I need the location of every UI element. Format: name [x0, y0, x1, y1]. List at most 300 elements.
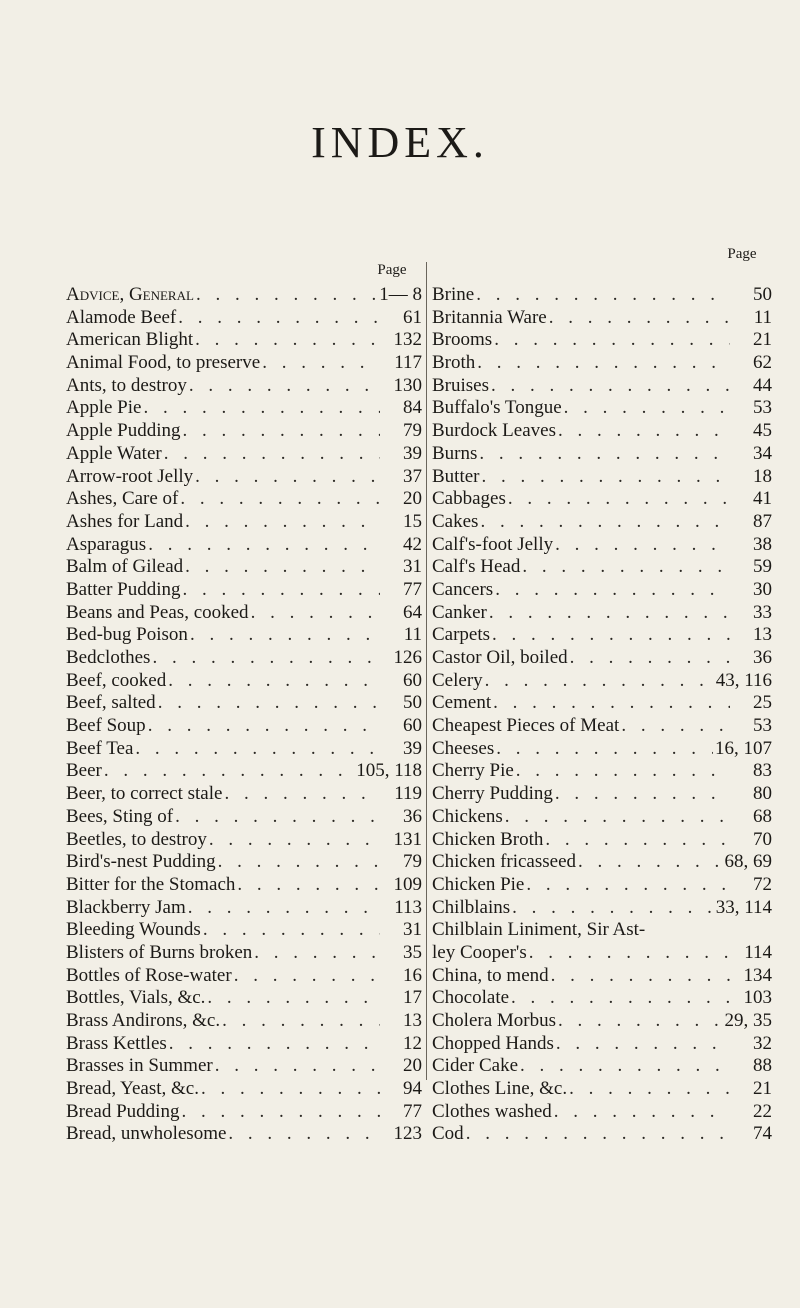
- dot-leader: [218, 851, 380, 874]
- index-entry: [66, 874, 422, 897]
- index-entry: [66, 534, 422, 557]
- index-entry: [66, 420, 422, 443]
- entry-page: 109: [393, 873, 422, 895]
- index-entry: [66, 556, 422, 579]
- entry-page: 94: [403, 1078, 422, 1100]
- index-entry: [66, 1123, 422, 1146]
- index-entry: [432, 738, 772, 761]
- dot-leader: [545, 829, 730, 852]
- entry-page: 12: [403, 1032, 422, 1054]
- entry-page: 50: [403, 692, 422, 714]
- dot-leader: [558, 1010, 722, 1033]
- index-entry: [432, 488, 772, 511]
- entry-page: 117: [394, 352, 422, 374]
- entry-term: Beef, salted: [66, 692, 156, 714]
- entry-term: Cement: [432, 692, 492, 714]
- index-list-left: [66, 284, 422, 1146]
- dot-leader: [482, 466, 731, 489]
- entry-page: 25: [753, 692, 772, 714]
- index-entry: [66, 375, 422, 398]
- index-entry: [66, 670, 422, 693]
- entry-term: Alamode Beef: [66, 306, 177, 328]
- index-entry: [66, 987, 422, 1010]
- entry-page: 62: [753, 352, 772, 374]
- index-entry: [66, 511, 422, 534]
- entry-term: Brass Kettles: [66, 1032, 167, 1054]
- index-entry: [432, 987, 772, 1010]
- entry-term: Chickens: [432, 805, 503, 827]
- dot-leader: [178, 307, 380, 330]
- index-entry: [432, 352, 772, 375]
- index-entry: [432, 715, 772, 738]
- index-entry: [432, 897, 772, 920]
- index-entry: [66, 760, 422, 783]
- entry-page: 68, 69: [724, 851, 772, 873]
- entry-page: 33: [753, 601, 772, 623]
- index-entry: [66, 1078, 422, 1101]
- dot-leader: [512, 897, 714, 920]
- index-entry: [432, 466, 772, 489]
- entry-term: Arrow-root Jelly: [66, 465, 194, 487]
- entry-term: Beans and Peas, cooked: [66, 601, 249, 623]
- index-entry: [66, 1033, 422, 1056]
- index-entry: [66, 466, 422, 489]
- index-entry: [432, 397, 772, 420]
- dot-leader: [183, 420, 380, 443]
- index-entry: [432, 919, 772, 942]
- entry-term: Chilblains: [432, 896, 511, 918]
- index-entry: [432, 965, 772, 988]
- column-divider: [426, 262, 427, 1080]
- dot-leader: [164, 443, 380, 466]
- entry-term: Carpets: [432, 624, 491, 646]
- index-entry: [66, 397, 422, 420]
- dot-leader: [551, 965, 730, 988]
- index-entry: [432, 284, 772, 307]
- entry-page: 42: [403, 533, 422, 555]
- entry-term: Bruises: [432, 374, 489, 396]
- dot-leader: [175, 806, 380, 829]
- dot-leader: [180, 488, 380, 511]
- dot-leader: [569, 1078, 730, 1101]
- entry-page: 84: [403, 397, 422, 419]
- dot-leader: [466, 1123, 730, 1146]
- entry-page: 16: [403, 964, 422, 986]
- dot-leader: [251, 602, 380, 625]
- dot-leader: [234, 965, 380, 988]
- entry-term: Cod: [432, 1123, 464, 1145]
- index-entry: [432, 1078, 772, 1101]
- entry-page: 36: [753, 647, 772, 668]
- dot-leader: [148, 715, 380, 738]
- dot-leader: [203, 919, 380, 942]
- entry-term: Canker: [432, 601, 487, 623]
- entry-term: Bird's-nest Pudding: [66, 851, 216, 873]
- dot-leader: [254, 942, 380, 965]
- entry-page: 17: [403, 987, 422, 1009]
- entry-term: Beetles, to destroy: [66, 828, 207, 850]
- dot-leader: [554, 1101, 730, 1124]
- entry-term: Celery: [432, 669, 483, 691]
- dot-leader: [158, 692, 380, 715]
- entry-page: 61: [403, 306, 422, 328]
- entry-term: Calf's Head: [432, 556, 521, 578]
- entry-term: Bread, unwholesome: [66, 1123, 227, 1145]
- entry-term: Calf's-foot Jelly: [432, 533, 554, 555]
- entry-page: 22: [753, 1100, 772, 1122]
- dot-leader: [529, 942, 730, 965]
- entry-page: 37: [403, 465, 422, 487]
- entry-term: Brass Andirons, &c.: [66, 1010, 221, 1031]
- entry-term: Apple Pie: [66, 397, 142, 419]
- index-entry: [66, 738, 422, 761]
- entry-term: Chicken Broth: [432, 828, 544, 850]
- index-entry: [66, 602, 422, 625]
- index-entry: [432, 1123, 772, 1146]
- dot-leader: [479, 443, 730, 466]
- entry-page: 29, 35: [724, 1010, 772, 1031]
- dot-leader: [520, 1055, 730, 1078]
- entry-term: Bottles of Rose-water: [66, 964, 232, 986]
- entry-page: 60: [403, 669, 422, 691]
- entry-term: Bread Pudding: [66, 1100, 180, 1122]
- entry-term: Burns: [432, 442, 478, 464]
- dot-leader: [228, 1123, 380, 1146]
- entry-term: Broth: [432, 352, 476, 374]
- index-entry: [66, 307, 422, 330]
- entry-page: 132: [393, 329, 422, 351]
- dot-leader: [558, 420, 730, 443]
- entry-term: Cheapest Pieces of Meat: [432, 715, 620, 737]
- entry-term: Chilblain Liniment, Sir Ast-: [432, 919, 646, 941]
- dot-leader: [104, 760, 354, 783]
- index-entry: [432, 420, 772, 443]
- index-entry: [432, 1055, 772, 1078]
- entry-term: Batter Pudding: [66, 578, 181, 600]
- index-entry: [66, 647, 422, 670]
- entry-page: 64: [403, 601, 422, 623]
- entry-term: Clothes washed: [432, 1100, 552, 1122]
- dot-leader: [495, 579, 730, 602]
- index-entry: [432, 942, 772, 965]
- index-entry: [432, 602, 772, 625]
- entry-term: China, to mend: [432, 964, 549, 986]
- entry-page: 74: [753, 1123, 772, 1145]
- dot-leader: [190, 624, 380, 647]
- entry-page: 33, 114: [715, 896, 772, 918]
- entry-term: Ashes for Land: [66, 510, 184, 532]
- index-entry: [66, 1101, 422, 1124]
- entry-term: Apple Water: [66, 442, 162, 464]
- entry-term: Chopped Hands: [432, 1032, 554, 1054]
- entry-term: Clothes Line, &c.: [432, 1078, 568, 1100]
- entry-page: 83: [753, 760, 772, 782]
- dot-leader: [262, 352, 380, 375]
- index-entry: [66, 829, 422, 852]
- entry-page: 60: [403, 715, 422, 737]
- dot-leader: [195, 329, 380, 352]
- entry-page: 79: [403, 851, 422, 873]
- entry-page: 31: [403, 556, 422, 578]
- entry-page: 130: [393, 374, 422, 396]
- entry-term: Castor Oil, boiled: [432, 647, 568, 668]
- entry-page: 38: [753, 533, 772, 555]
- dot-leader: [148, 534, 380, 557]
- entry-page: 31: [403, 919, 422, 941]
- index-entry: [66, 284, 422, 307]
- entry-term: Chicken Pie: [432, 873, 525, 895]
- dot-leader: [181, 1101, 380, 1124]
- index-entry: [432, 1033, 772, 1056]
- dot-leader: [522, 556, 730, 579]
- entry-page: 87: [753, 510, 772, 532]
- entry-page: 70: [753, 828, 772, 850]
- entry-term: Blackberry Jam: [66, 896, 186, 918]
- index-entry: [66, 488, 422, 511]
- entry-page: 34: [753, 442, 772, 464]
- entry-page: 77: [403, 1100, 422, 1122]
- entry-page: 41: [753, 488, 772, 510]
- entry-page: 30: [753, 578, 772, 600]
- index-entry: [66, 942, 422, 965]
- dot-leader: [556, 1033, 730, 1056]
- index-entry: [432, 329, 772, 352]
- entry-page: 72: [753, 873, 772, 895]
- dot-leader: [480, 511, 730, 534]
- entry-page: 119: [394, 783, 422, 805]
- entry-page: 88: [753, 1055, 772, 1077]
- dot-leader: [621, 715, 730, 738]
- dot-leader: [135, 738, 380, 761]
- dot-leader: [491, 375, 730, 398]
- entry-term: Bitter for the Stomach: [66, 873, 236, 895]
- dot-leader: [237, 874, 380, 897]
- index-entry: [432, 670, 772, 693]
- dot-leader: [570, 647, 730, 670]
- entry-page: 18: [753, 465, 772, 487]
- entry-page: 45: [753, 420, 772, 442]
- dot-leader: [207, 987, 380, 1010]
- entry-term: Bedclothes: [66, 647, 151, 668]
- entry-page: 105, 118: [356, 760, 422, 782]
- index-entry: [432, 534, 772, 557]
- dot-leader: [476, 284, 730, 307]
- dot-leader: [195, 466, 380, 489]
- dot-leader: [549, 307, 730, 330]
- entry-page: 11: [403, 624, 422, 646]
- entry-page: 1— 8: [379, 284, 422, 305]
- dot-leader: [578, 851, 722, 874]
- index-entry: [432, 829, 772, 852]
- entry-page: 114: [744, 941, 772, 963]
- dot-leader: [224, 783, 380, 806]
- entry-page: 35: [403, 941, 422, 963]
- entry-term: Bleeding Wounds: [66, 919, 201, 941]
- entry-page: 44: [753, 374, 772, 396]
- entry-term: Beef Tea: [66, 737, 134, 759]
- dot-leader: [209, 829, 380, 852]
- dot-leader: [564, 397, 730, 420]
- entry-term: ley Cooper's: [432, 941, 527, 963]
- index-entry: [432, 624, 772, 647]
- page-column-header: Page: [377, 262, 407, 278]
- entry-term: Cherry Pie: [432, 760, 514, 782]
- index-entry: [66, 579, 422, 602]
- entry-term: Bottles, Vials, &c.: [66, 987, 206, 1009]
- index-entry: [66, 329, 422, 352]
- entry-term: Buffalo's Tongue: [432, 397, 562, 419]
- entry-page: 16, 107: [715, 737, 772, 759]
- index-entry: [432, 874, 772, 897]
- entry-term: Bread, Yeast, &c.: [66, 1078, 199, 1100]
- dot-leader: [485, 670, 714, 693]
- entry-term: Blisters of Burns broken: [66, 941, 253, 963]
- entry-page: 11: [753, 306, 772, 328]
- entry-term: Apple Pudding: [66, 420, 181, 442]
- entry-term: Cider Cake: [432, 1055, 519, 1077]
- index-entry: [432, 783, 772, 806]
- dot-leader: [169, 1033, 380, 1056]
- entry-page: 79: [403, 420, 422, 442]
- entry-term: Bed-bug Poison: [66, 624, 188, 646]
- dot-leader: [492, 624, 730, 647]
- index-entry: [432, 1101, 772, 1124]
- index-entry: [432, 760, 772, 783]
- entry-term: Ants, to destroy: [66, 374, 187, 396]
- entry-page: 50: [753, 284, 772, 305]
- dot-leader: [555, 783, 730, 806]
- dot-leader: [185, 556, 380, 579]
- dot-leader: [222, 1010, 380, 1033]
- entry-page: 36: [403, 805, 422, 827]
- entry-term: Balm of Gilead: [66, 556, 184, 578]
- entry-term: Butter: [432, 465, 480, 487]
- index-list-right: [432, 284, 772, 1146]
- entry-term: Chicken fricasseed: [432, 851, 577, 873]
- index-entry: [432, 307, 772, 330]
- index-entry: [66, 443, 422, 466]
- entry-term: Cabbages: [432, 488, 506, 510]
- entry-term: Cheeses: [432, 737, 495, 759]
- index-entry: [66, 783, 422, 806]
- entry-term: Chocolate: [432, 987, 510, 1009]
- dot-leader: [196, 284, 377, 307]
- entry-page: 126: [393, 647, 422, 668]
- index-entry: [432, 851, 772, 874]
- entry-term: Cakes: [432, 510, 479, 532]
- index-entry: [432, 375, 772, 398]
- index-entry: [66, 352, 422, 375]
- dot-leader: [516, 760, 730, 783]
- dot-leader: [152, 647, 380, 670]
- entry-page: 39: [403, 442, 422, 464]
- index-entry: [66, 715, 422, 738]
- entry-page: 13: [753, 624, 772, 646]
- dot-leader: [555, 534, 730, 557]
- entry-page: 20: [403, 488, 422, 510]
- index-entry: [66, 919, 422, 942]
- dot-leader: [183, 579, 380, 602]
- index-entry: [432, 692, 772, 715]
- index-entry: [66, 692, 422, 715]
- index-entry: [66, 851, 422, 874]
- entry-term: Beer, to correct stale: [66, 783, 223, 805]
- dot-leader: [185, 511, 380, 534]
- index-entry: [432, 443, 772, 466]
- dot-leader: [496, 738, 713, 761]
- entry-term: Cancers: [432, 578, 494, 600]
- entry-page: 39: [403, 737, 422, 759]
- dot-leader: [505, 806, 730, 829]
- dot-leader: [168, 670, 380, 693]
- entry-page: 59: [753, 556, 772, 578]
- dot-leader: [477, 352, 730, 375]
- dot-leader: [189, 375, 380, 398]
- entry-term: Animal Food, to preserve: [66, 352, 261, 374]
- index-entry: [66, 965, 422, 988]
- index-entry: [66, 806, 422, 829]
- dot-leader: [188, 897, 380, 920]
- dot-leader: [143, 397, 380, 420]
- entry-term: Cholera Morbus: [432, 1010, 557, 1031]
- entry-page: 123: [393, 1123, 422, 1145]
- dot-leader: [493, 692, 730, 715]
- entry-page: 43, 116: [715, 669, 772, 691]
- index-entry: [66, 897, 422, 920]
- entry-page: 21: [753, 329, 772, 351]
- index-entry: [432, 806, 772, 829]
- entry-page: 53: [753, 715, 772, 737]
- entry-page: 80: [753, 783, 772, 805]
- index-entry: [432, 1010, 772, 1033]
- index-entry: [432, 511, 772, 534]
- entry-page: 21: [753, 1078, 772, 1100]
- entry-page: 13: [403, 1010, 422, 1031]
- dot-leader: [489, 602, 730, 625]
- index-entry: [66, 1010, 422, 1033]
- entry-page: 77: [403, 578, 422, 600]
- entry-page: 20: [403, 1055, 422, 1077]
- entry-term: Brooms: [432, 329, 493, 351]
- entry-term: Beef Soup: [66, 715, 146, 737]
- entry-term: Beer: [66, 760, 102, 782]
- index-entry: [66, 1055, 422, 1078]
- dot-leader: [508, 488, 730, 511]
- dot-leader: [201, 1078, 380, 1101]
- entry-page: 53: [753, 397, 772, 419]
- dot-leader: [215, 1055, 380, 1078]
- entry-term: Advice, General: [66, 284, 194, 305]
- index-entry: [432, 579, 772, 602]
- entry-page: 32: [753, 1032, 772, 1054]
- entry-term: Britannia Ware: [432, 306, 547, 328]
- index-entry: [432, 647, 772, 670]
- entry-term: Ashes, Care of: [66, 488, 179, 510]
- entry-term: Bees, Sting of: [66, 805, 174, 827]
- entry-page: 103: [743, 987, 772, 1009]
- entry-term: Cherry Pudding: [432, 783, 553, 805]
- entry-term: Asparagus: [66, 533, 147, 555]
- page-column-header: Page: [727, 246, 757, 262]
- entry-term: Brasses in Summer: [66, 1055, 213, 1077]
- entry-term: American Blight: [66, 329, 194, 351]
- entry-term: Brine: [432, 284, 475, 305]
- entry-page: 131: [393, 828, 422, 850]
- entry-page: 113: [394, 896, 422, 918]
- entry-term: Burdock Leaves: [432, 420, 556, 442]
- dot-leader: [511, 987, 730, 1010]
- index-entry: [432, 556, 772, 579]
